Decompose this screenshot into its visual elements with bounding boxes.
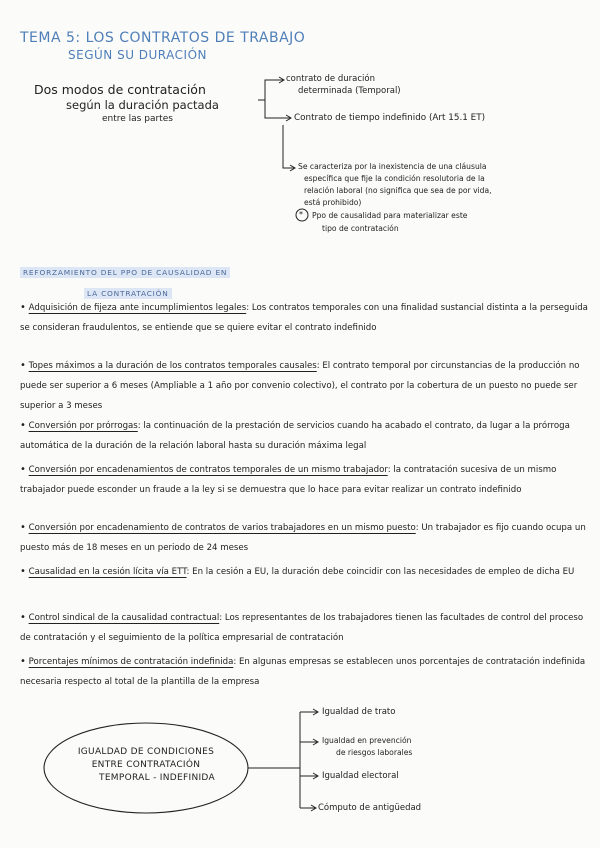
item-lead: Conversión por encadenamientos de contratos temporales de un mismo trabajador bbox=[28, 465, 388, 475]
oval-line1: IGUALDAD DE CONDICIONES bbox=[77, 747, 215, 757]
item-text: : En algunas empresas se establecen unos porcentajes de contratación indefinida necesaria respecto al total de la plantilla de la empresa bbox=[20, 657, 586, 687]
branch-temporal-line1: contrato de duración bbox=[286, 74, 375, 84]
bullet-icon: • bbox=[20, 360, 26, 371]
list-item bbox=[20, 652, 595, 692]
note-line4: está prohibido) bbox=[304, 198, 362, 207]
item-text: : Los representantes de los trabajadores tienen las facultades de control del proceso de contratación y el seguimiento de la política empresarial de contratación bbox=[20, 613, 584, 643]
list-item bbox=[20, 298, 595, 338]
bullet-icon: • bbox=[20, 612, 26, 623]
star-line1: Ppo de causalidad para materializar este bbox=[312, 211, 468, 220]
item-text: : la contratación sucesiva de un mismo trabajador puede esconder un fraude a la ley si se demuestra que lo hace para evitar realizar un contrato indefinido bbox=[20, 465, 557, 495]
item-lead: Conversión por encadenamiento de contratos de varios trabajadores en un mismo puesto bbox=[28, 523, 416, 533]
section-heading bbox=[20, 260, 230, 300]
equality-branch-antiguedad: Cómputo de antigüedad bbox=[318, 803, 422, 813]
list-item bbox=[20, 608, 595, 648]
oval-line2: ENTRE CONTRATACIÓN bbox=[91, 760, 201, 770]
bullet-icon: • bbox=[20, 656, 26, 667]
list-item bbox=[20, 460, 595, 500]
section-heading-line2: LA CONTRATACIÓN bbox=[84, 288, 172, 299]
note-line3: relación laboral (no significa que sea de por vida, bbox=[304, 186, 492, 195]
list-item bbox=[20, 562, 595, 582]
branch-temporal-line2: determinada (Temporal) bbox=[298, 86, 401, 96]
item-lead: Topes máximos a la duración de los contratos temporales causales bbox=[28, 361, 317, 371]
item-text: : En la cesión a EU, la duración debe coincidir con las necesidades de empleo de dicha EU bbox=[186, 567, 575, 577]
equality-branch-trato: Igualdad de trato bbox=[322, 707, 396, 717]
note-line1: Se caracteriza por la inexistencia de una cláusula bbox=[298, 162, 487, 171]
item-lead: Adquisición de fijeza ante incumplimientos legales bbox=[28, 303, 247, 313]
modes-intro-line2: según la duración pactada bbox=[66, 98, 219, 112]
branch-indefinido: Contrato de tiempo indefinido (Art 15.1 ET) bbox=[294, 113, 486, 123]
item-lead: Conversión por prórrogas bbox=[28, 421, 138, 431]
item-lead: Causalidad en la cesión lícita vía ETT bbox=[28, 567, 187, 577]
item-text: : El contrato temporal por circunstancias de la producción no puede ser superior a 6 meses (Ampliable a 1 año por convenio colectivo), el contrato por la cobertura de un puesto no puede ser superior a 3 meses bbox=[20, 361, 580, 411]
equality-branch-prevencion-line2: de riesgos laborales bbox=[336, 748, 413, 757]
bullet-icon: • bbox=[20, 464, 26, 475]
oval-line3: TEMPORAL - INDEFINIDA bbox=[99, 773, 215, 783]
star-line2: tipo de contratación bbox=[322, 224, 399, 233]
star-mark: * bbox=[299, 210, 303, 219]
modes-intro-line3: entre las partes bbox=[102, 114, 173, 124]
list-item bbox=[20, 518, 595, 558]
item-lead: Porcentajes mínimos de contratación indefinida bbox=[28, 657, 234, 667]
list-item bbox=[20, 356, 595, 416]
item-lead: Control sindical de la causalidad contractual bbox=[28, 613, 220, 623]
bullet-icon: • bbox=[20, 420, 26, 431]
modes-intro-line1: Dos modos de contratación bbox=[34, 82, 206, 97]
list-item bbox=[20, 416, 595, 456]
item-text: : la continuación de la prestación de servicios cuando ha acabado el contrato, da lugar a la prórroga automática de la duración de la relación laboral hasta su duración máxima legal bbox=[20, 421, 570, 451]
equality-oval-text bbox=[60, 746, 232, 785]
page-title: TEMA 5: LOS CONTRATOS DE TRABAJO bbox=[20, 30, 306, 46]
equality-branch-prevencion-line1: Igualdad en prevención bbox=[322, 736, 412, 745]
page-subtitle: SEGÚN SU DURACIÓN bbox=[68, 48, 207, 62]
note-line2: específica que fije la condición resolutoria de la bbox=[304, 174, 485, 183]
item-text: : Un trabajador es fijo cuando ocupa un puesto más de 18 meses en un periodo de 24 meses bbox=[20, 523, 586, 553]
item-text: : Los contratos temporales con una finalidad sustancial distinta a la perseguida se consideran fraudulentos, se entiende que se quiere evitar el contrato indefinido bbox=[20, 303, 588, 333]
equality-branch-electoral: Igualdad electoral bbox=[322, 771, 399, 781]
bullet-icon: • bbox=[20, 522, 26, 533]
bullet-icon: • bbox=[20, 302, 26, 313]
bullet-icon: • bbox=[20, 566, 26, 577]
section-heading-line1: REFORZAMIENTO DEL PPO DE CAUSALIDAD EN bbox=[20, 267, 230, 278]
